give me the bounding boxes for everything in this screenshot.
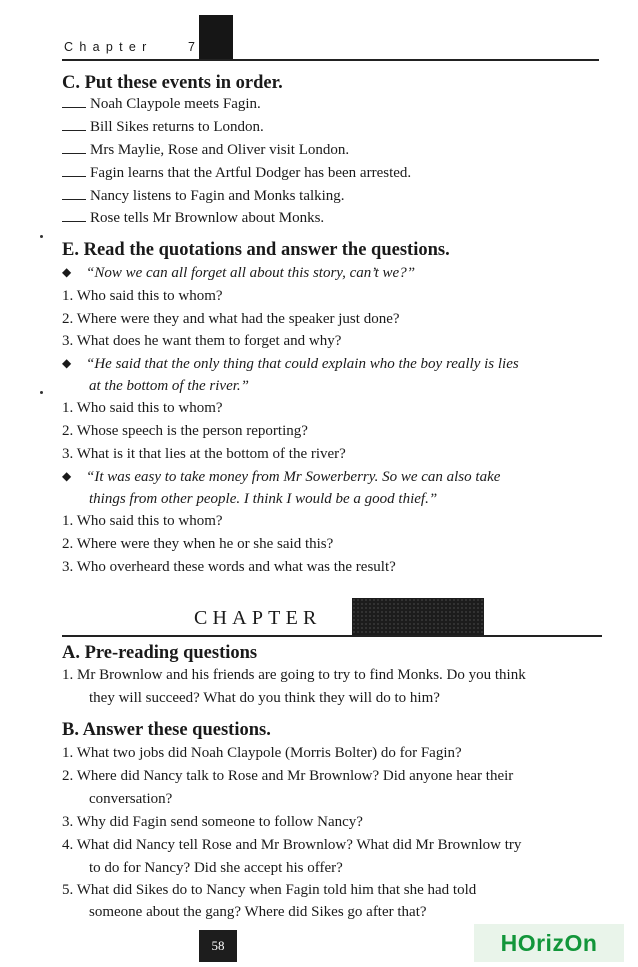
- question-continued: they will succeed? What do you think they will do to him?: [89, 690, 440, 706]
- quotation-2: ◆ “He said that the only thing that could explain who the boy really is lies: [62, 356, 519, 372]
- question: 3. Why did Fagin send someone to follow Nancy?: [62, 814, 363, 830]
- answer-blank[interactable]: [62, 209, 86, 222]
- chapter-number: 7: [188, 40, 195, 54]
- page-number: 58: [199, 930, 237, 962]
- chapter-header: [64, 40, 195, 54]
- answer-blank[interactable]: [62, 164, 86, 177]
- question-continued: to do for Nancy? Did she accept his offer?: [89, 860, 343, 876]
- order-item: Nancy listens to Fagin and Monks talking.: [62, 187, 345, 205]
- order-item: Bill Sikes returns to London.: [62, 118, 264, 136]
- answer-blank[interactable]: [62, 95, 86, 108]
- question: 2. Where did Nancy talk to Rose and Mr Brownlow? Did anyone hear their: [62, 768, 514, 784]
- answer-blank[interactable]: [62, 118, 86, 131]
- order-item: Noah Claypole meets Fagin.: [62, 95, 261, 113]
- question: 3. Who overheard these words and what was the result?: [62, 559, 396, 575]
- question: 3. What does he want them to forget and why?: [62, 333, 342, 349]
- question: 1. What two jobs did Noah Claypole (Morris Bolter) do for Fagin?: [62, 745, 462, 761]
- section-a-heading: A. Pre-reading questions: [62, 643, 258, 663]
- answer-blank[interactable]: [62, 187, 86, 200]
- section-e-heading: E. Read the quotations and answer the questions.: [62, 240, 450, 260]
- scan-speck: [40, 235, 43, 238]
- order-item: Fagin learns that the Artful Dodger has been arrested.: [62, 164, 411, 182]
- quotation-3-continued: things from other people. I think I would be a good thief.”: [89, 491, 438, 507]
- diamond-bullet-icon: ◆: [62, 265, 72, 279]
- order-item: Rose tells Mr Brownlow about Monks.: [62, 209, 324, 227]
- question: 5. What did Sikes do to Nancy when Fagin told him that she had told: [62, 882, 477, 898]
- chapter-label: Chapter: [64, 40, 153, 54]
- question-continued: conversation?: [89, 791, 173, 807]
- question: 3. What is it that lies at the bottom of the river?: [62, 446, 346, 462]
- quotation-3: ◆ “It was easy to take money from Mr Sowerberry. So we can also take: [62, 469, 501, 485]
- chapter-8-label: CHAPTER: [194, 607, 322, 629]
- chapter-8-rule: [62, 635, 602, 637]
- question-continued: someone about the gang? Where did Sikes go after that?: [89, 904, 427, 920]
- header-rule: [62, 59, 599, 61]
- question: 4. What did Nancy tell Rose and Mr Brownlow? What did Mr Brownlow try: [62, 837, 522, 853]
- question: 1. Who said this to whom?: [62, 288, 223, 304]
- question: 1. Who said this to whom?: [62, 400, 223, 416]
- order-item: Mrs Maylie, Rose and Oliver visit London.: [62, 141, 349, 159]
- section-c-heading: C. Put these events in order.: [62, 73, 283, 93]
- question: 1. Who said this to whom?: [62, 513, 223, 529]
- diamond-bullet-icon: ◆: [62, 469, 72, 483]
- chapter-number-block: [352, 598, 484, 636]
- chapter-tab-block: [199, 15, 233, 60]
- quotation-2-continued: at the bottom of the river.”: [89, 378, 249, 394]
- answer-blank[interactable]: [62, 141, 86, 154]
- question: 2. Where were they and what had the speaker just done?: [62, 311, 400, 327]
- scan-speck: [40, 391, 43, 394]
- quotation-1: ◆ “Now we can all forget all about this story, can’t we?”: [62, 265, 416, 281]
- diamond-bullet-icon: ◆: [62, 356, 72, 370]
- question: 1. Mr Brownlow and his friends are going to try to find Monks. Do you think: [62, 667, 526, 683]
- question: 2. Where were they when he or she said this?: [62, 536, 334, 552]
- section-b-heading: B. Answer these questions.: [62, 720, 271, 740]
- horizon-logo: HOrizOn: [474, 924, 624, 962]
- question: 2. Whose speech is the person reporting?: [62, 423, 308, 439]
